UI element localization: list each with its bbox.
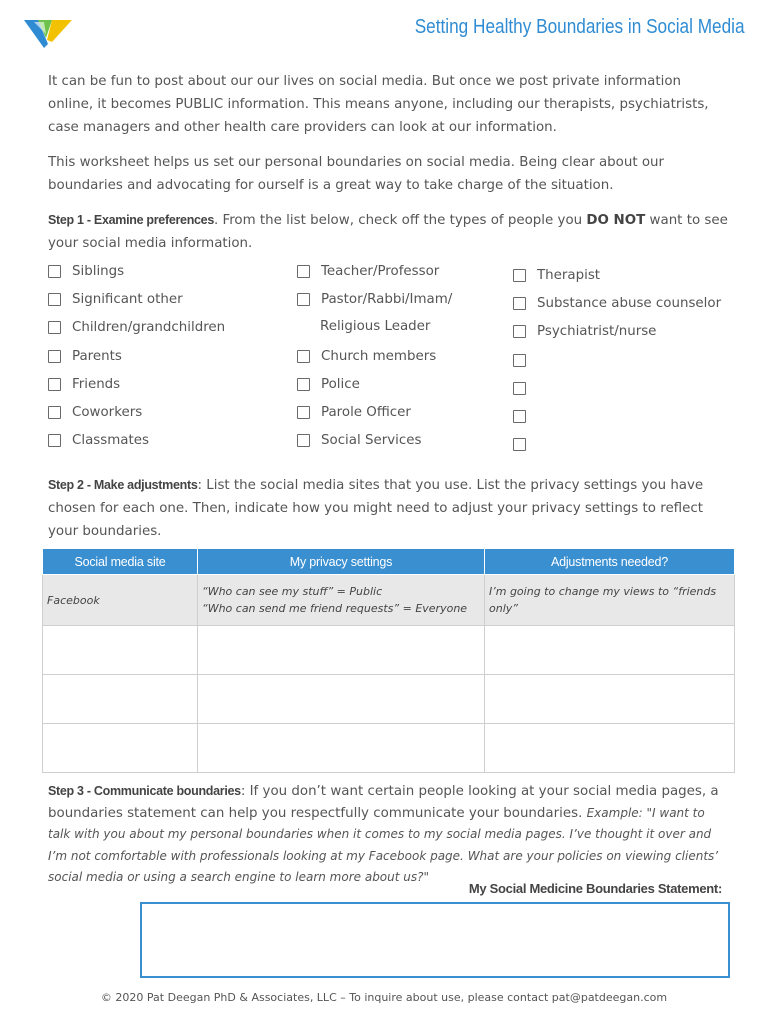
checkbox-label: Friends xyxy=(72,376,121,392)
checkbox-label: Substance abuse counselor xyxy=(537,295,722,311)
intro-paragraph-2: This worksheet helps us set our personal boundaries on social media. Being clear about our boundaries and advocating for ourself is a great way to take charge of the situation. xyxy=(48,155,665,193)
checkbox[interactable] xyxy=(48,265,61,278)
step3-heading: Step 3 - Communicate boundaries xyxy=(48,784,241,798)
step1-text-a: . From the list below, check off the types of people you xyxy=(213,213,587,228)
checkbox-item[interactable] xyxy=(297,290,452,308)
table-cell-settings[interactable] xyxy=(198,724,485,773)
privacy-settings-table xyxy=(42,548,735,773)
checkbox-item[interactable] xyxy=(513,322,656,340)
checkbox-item[interactable] xyxy=(297,262,439,280)
checkbox-item[interactable] xyxy=(48,290,183,308)
checkbox-label: Church members xyxy=(321,348,437,364)
checkbox[interactable] xyxy=(48,378,61,391)
checkbox-item[interactable] xyxy=(513,407,537,425)
checkbox[interactable] xyxy=(297,378,310,391)
checkbox-label: Teacher/Professor xyxy=(321,263,440,279)
checkbox-item[interactable] xyxy=(48,262,124,280)
table-cell-site[interactable] xyxy=(43,724,198,773)
footer-copyright: © 2020 Pat Deegan PhD & Associates, LLC – To inquire about use, please contact pat@patdeegan.com xyxy=(100,991,668,1004)
checkbox-label: Parole Officer xyxy=(321,404,411,420)
example-adjustment-cell[interactable]: I’m going to change my views to “friends only” xyxy=(485,575,735,626)
checkbox-label: Therapist xyxy=(537,267,601,283)
step2-text: : List the social media sites that you use. List the privacy settings you have chosen for each one. Then, indicate how you might need to adjust your privacy settings to reflect your boundaries. xyxy=(48,478,704,539)
table-row xyxy=(43,626,735,675)
checkbox[interactable] xyxy=(297,265,310,278)
example-settings-cell[interactable] xyxy=(198,575,485,626)
brand-logo-icon xyxy=(22,18,74,50)
checkbox[interactable] xyxy=(48,293,61,306)
checkbox-item[interactable] xyxy=(297,347,436,365)
checkbox-item[interactable] xyxy=(297,431,421,449)
checkbox-item[interactable] xyxy=(513,351,537,369)
checkbox[interactable] xyxy=(297,434,310,447)
checkbox[interactable] xyxy=(48,434,61,447)
checkbox-label: Significant other xyxy=(72,291,183,307)
step3-example: Example: "I want to talk with you about my personal boundaries when it comes to my social media pages. I’ve thought it over and I’m not comfortable with professionals looking at my Facebook page. What are your policies on viewing clients’ social media or using a search engine to learn more about us?" xyxy=(48,805,719,884)
checkbox[interactable] xyxy=(513,325,526,338)
checkbox[interactable] xyxy=(297,350,310,363)
checkbox-label: Coworkers xyxy=(72,404,143,420)
page-title: Setting Healthy Boundaries in Social Media xyxy=(415,16,745,38)
step1-instructions xyxy=(48,209,728,255)
checkbox-item[interactable] xyxy=(48,375,120,393)
table-row xyxy=(43,724,735,773)
checkbox-item[interactable] xyxy=(48,403,142,421)
column-header-site: Social media site xyxy=(43,549,198,575)
checkbox[interactable] xyxy=(48,350,61,363)
checkbox-item[interactable] xyxy=(48,431,149,449)
checkbox-item[interactable] xyxy=(297,375,360,393)
checkbox-item[interactable] xyxy=(513,266,600,284)
intro-paragraph-1: It can be fun to post about our our lives on social media. But once we post private information online, it becomes PUBLIC information. This means anyone, including our therapists, psychiatrists, case managers and other health care providers can look at our information. xyxy=(48,74,709,135)
step2-instructions xyxy=(48,474,728,543)
checkbox-label: Social Services xyxy=(321,432,422,448)
checkbox-item[interactable] xyxy=(513,379,537,397)
statement-label: My Social Medicine Boundaries Statement: xyxy=(468,881,722,896)
table-cell-site[interactable] xyxy=(43,675,198,724)
step1-text-b: want to see your social media information. xyxy=(48,213,728,251)
checkbox-label: Classmates xyxy=(72,432,149,448)
checkbox-label: Pastor/Rabbi/Imam/ xyxy=(321,291,453,307)
checkbox[interactable] xyxy=(297,406,310,419)
checkbox[interactable] xyxy=(513,354,526,367)
checkbox[interactable] xyxy=(48,406,61,419)
checkbox-item[interactable] xyxy=(48,318,225,336)
checkbox[interactable] xyxy=(513,410,526,423)
checkbox-label-continuation: Religious Leader xyxy=(320,319,431,334)
checkbox[interactable] xyxy=(513,438,526,451)
checkbox[interactable] xyxy=(513,382,526,395)
step1-emphasis: DO NOT xyxy=(586,213,646,228)
step3-instructions xyxy=(48,781,728,889)
table-cell-settings[interactable] xyxy=(198,675,485,724)
settings-line: “Who can send me friend requests” = Everyone xyxy=(202,602,468,615)
checkbox-label: Siblings xyxy=(72,263,125,279)
checkbox-item[interactable] xyxy=(513,294,721,312)
table-cell-settings[interactable] xyxy=(198,626,485,675)
checkbox[interactable] xyxy=(513,269,526,282)
example-site-cell[interactable]: Facebook xyxy=(43,575,198,626)
checkbox-label: Police xyxy=(321,376,360,392)
checkbox-item[interactable] xyxy=(513,435,537,453)
table-cell-adjustment[interactable] xyxy=(485,675,735,724)
step1-heading: Step 1 - Examine preferences xyxy=(48,213,214,227)
checkbox-item[interactable] xyxy=(297,403,411,421)
column-header-settings: My privacy settings xyxy=(198,549,485,575)
table-cell-adjustment[interactable] xyxy=(485,626,735,675)
checkbox[interactable] xyxy=(513,297,526,310)
checkbox-label: Children/grandchildren xyxy=(72,319,226,335)
column-header-adjustments: Adjustments needed? xyxy=(485,549,735,575)
table-row xyxy=(43,575,735,626)
checkbox[interactable] xyxy=(297,293,310,306)
checkbox-label: Psychiatrist/nurse xyxy=(537,323,657,339)
boundaries-statement-field[interactable] xyxy=(140,902,730,978)
checkbox-label: Parents xyxy=(72,348,122,364)
step2-heading: Step 2 - Make adjustments xyxy=(48,478,198,492)
table-row xyxy=(43,675,735,724)
settings-line: “Who can see my stuff” = Public xyxy=(202,585,383,598)
table-cell-site[interactable] xyxy=(43,626,198,675)
checkbox-item[interactable] xyxy=(48,347,122,365)
checkbox[interactable] xyxy=(48,321,61,334)
table-cell-adjustment[interactable] xyxy=(485,724,735,773)
step3-text: : If you don’t want certain people looking at your social media pages, a boundaries statement can help you respectfully communicate your boundaries. xyxy=(48,784,719,821)
